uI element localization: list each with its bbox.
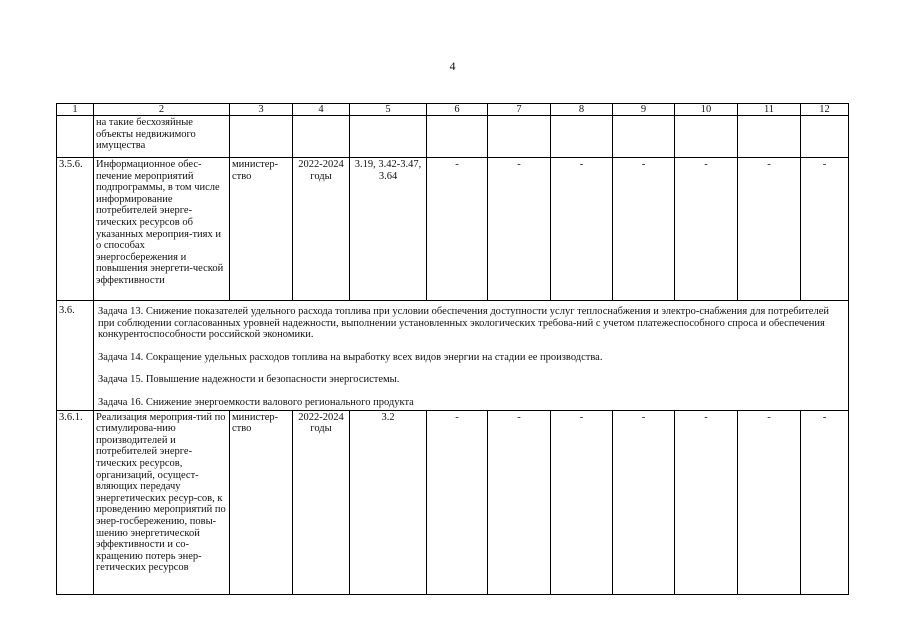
- dash-cell: -: [427, 410, 488, 594]
- header-row: [57, 104, 849, 116]
- empty-cell: [613, 116, 675, 158]
- dash-cell: -: [551, 158, 613, 301]
- period: [293, 116, 350, 158]
- page-number: 4: [449, 59, 456, 73]
- header-cell: 10: [675, 104, 738, 116]
- period: 2022-2024 годы: [293, 410, 350, 594]
- empty-cell: [488, 116, 551, 158]
- header-cell: 2: [94, 104, 230, 116]
- executor: министер-ство: [230, 158, 293, 301]
- task-14: Задача 14. Сокращение удельных расходов топлива на выработку всех видов энергии на стадии ее производства.: [98, 351, 603, 363]
- row-number: 3.6.1.: [57, 410, 94, 594]
- dash-cell: -: [675, 158, 738, 301]
- header-cell: 1: [57, 104, 94, 116]
- period: 2022-2024 годы: [293, 158, 350, 301]
- header-cell: 3: [230, 104, 293, 116]
- dash-cell: -: [427, 158, 488, 301]
- dash-cell: -: [613, 410, 675, 594]
- dash-cell: -: [488, 158, 551, 301]
- table-row-3-5-6: [57, 158, 849, 301]
- dash-cell: -: [801, 158, 849, 301]
- task-16: Задача 16. Снижение энергоемкости валового регионального продукта: [98, 396, 414, 408]
- measure-name: на такие бесхозяйные объекты недвижимого имущества: [94, 116, 230, 158]
- row-number: 3.5.6.: [57, 158, 94, 301]
- header-cell: 12: [801, 104, 849, 116]
- indicators: 3.19, 3.42-3.47, 3.64: [350, 158, 427, 301]
- executor: министер-ство: [230, 410, 293, 594]
- indicators: 3.2: [350, 410, 427, 594]
- tasks-cell: [94, 301, 849, 411]
- row-number: 3.6.: [57, 301, 94, 411]
- executor: [230, 116, 293, 158]
- header-cell: 7: [488, 104, 551, 116]
- header-cell: 9: [613, 104, 675, 116]
- task-13: Задача 13. Снижение показателей удельного расхода топлива при условии обеспечения доступности услуг теплоснабжения и электро-снабжения для потребителей при соблюдении согласованных уровней надежности, выполнении установленных экологических требова-ний с учетом платежеспособного спроса и обеспечения конкурентоспособности российской экономики.: [98, 306, 829, 341]
- empty-cell: [801, 116, 849, 158]
- header-cell: 6: [427, 104, 488, 116]
- empty-cell: [427, 116, 488, 158]
- header-cell: 4: [293, 104, 350, 116]
- empty-cell: [551, 116, 613, 158]
- table-row-continuation: [57, 116, 849, 158]
- header-cell: 8: [551, 104, 613, 116]
- measure-name: Реализация мероприя-тий по стимулирова-нию производителей и потребителей энерге-тических ресурсов, организаций, осущест-вляющих передачу энергетических ресур-сов, к проведению мероприятий по энер-госбережению, повы-шению энергетической эффективности и со-кращению потерь энер-гетических ресурсов: [94, 410, 230, 594]
- empty-cell: [675, 116, 738, 158]
- measure-name: Информационное обес-печение мероприятий подпрограммы, в том числе информирование потребителей энерге-тических ресурсов об указанных мероприя-тиях и о способах энергосбережения и повышения энергети-ческой эффективности: [94, 158, 230, 301]
- program-table: [56, 103, 849, 595]
- task-15: Задача 15. Повышение надежности и безопасности энергосистемы.: [98, 374, 400, 386]
- dash-cell: -: [675, 410, 738, 594]
- dash-cell: -: [738, 158, 801, 301]
- header-cell: 11: [738, 104, 801, 116]
- indicators: [350, 116, 427, 158]
- dash-cell: -: [551, 410, 613, 594]
- table-row-3-6: [57, 301, 849, 411]
- header-cell: 5: [350, 104, 427, 116]
- empty-cell: [738, 116, 801, 158]
- dash-cell: -: [738, 410, 801, 594]
- table-row-3-6-1: [57, 410, 849, 594]
- row-number: [57, 116, 94, 158]
- dash-cell: -: [613, 158, 675, 301]
- dash-cell: -: [801, 410, 849, 594]
- dash-cell: -: [488, 410, 551, 594]
